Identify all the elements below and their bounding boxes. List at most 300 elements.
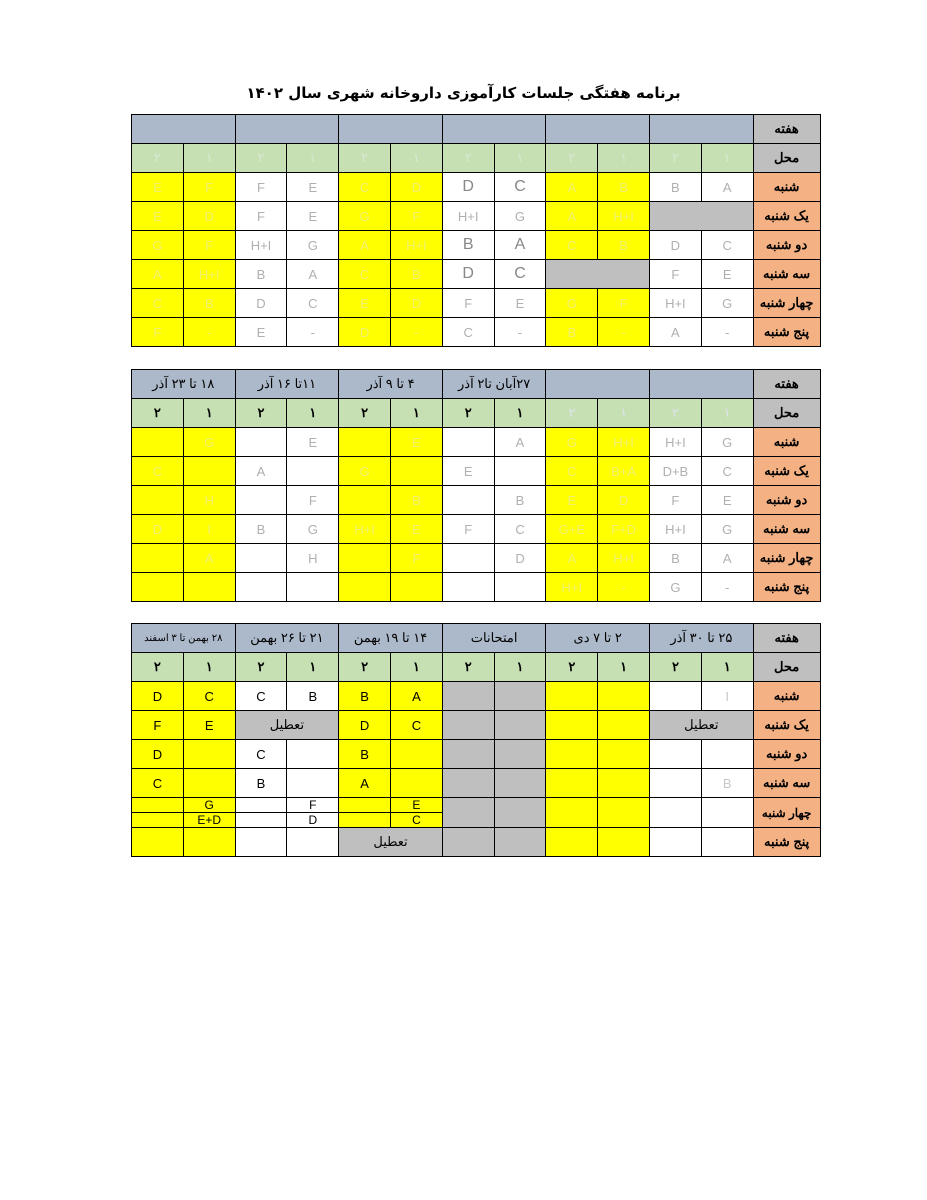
schedule-cell: G [546,428,598,457]
schedule-cell: H+I [183,260,235,289]
schedule-cell: D [649,231,701,260]
schedule-cell: D [132,515,184,544]
place-cell: ۲ [442,144,494,173]
schedule-cell: B [235,769,287,798]
schedule-cell [442,486,494,515]
schedule-cell: - [183,318,235,347]
place-cell: ۲ [649,144,701,173]
schedule-cell: B [339,740,391,769]
week-header: هفته [753,370,820,399]
schedule-cell [546,740,598,769]
place-cell: ۲ [546,653,598,682]
schedule-cell: C [287,289,339,318]
schedule-cell [650,798,702,828]
place-cell: ۲ [650,399,702,428]
schedule-cell: E [546,486,598,515]
schedule-cell: C [494,173,546,202]
schedule-cell [598,798,650,828]
schedule-cell: - [701,573,753,602]
week-range [339,115,443,144]
holiday-cell: تعطیل [650,711,754,740]
schedule-cell [650,682,702,711]
schedule-cell: D [339,711,391,740]
schedule-cell: H+I [598,544,650,573]
schedule-cell [598,682,650,711]
schedule-cell: E [391,428,443,457]
day-label: یک شنبه [753,711,820,740]
week-range: ۱۴ تا ۱۹ بهمن [339,624,443,653]
place-row [132,399,821,428]
schedule-cell [132,798,184,813]
schedule-cell [339,486,391,515]
schedule-cell: A [494,231,546,260]
schedule-cell [442,544,494,573]
place-cell: ۱ [494,653,546,682]
schedule-cell [494,573,546,602]
schedule-cell: H+I [650,515,702,544]
schedule-cell: E+D [183,813,235,828]
week-range [442,115,546,144]
place-cell: ۲ [235,399,287,428]
day-row [132,486,821,515]
schedule-cell: E [391,798,443,813]
place-cell: ۲ [442,399,494,428]
place-cell: ۱ [701,399,753,428]
schedule-cell: B [650,544,702,573]
day-label: شنبه [753,173,820,202]
schedule-cell [132,813,184,828]
schedule-cell [494,457,546,486]
schedule-cell: D+B [650,457,702,486]
schedule-cell: G [339,202,391,231]
schedule-cell: F+D [598,515,650,544]
schedule-cell: C [235,740,287,769]
schedule-cell: B [235,515,287,544]
schedule-cell: B [183,289,235,318]
place-row [132,144,821,173]
schedule-cell: B [235,260,287,289]
place-cell: ۲ [339,399,391,428]
schedule-cell: C [701,231,753,260]
schedule-cell: E [287,173,339,202]
schedule-cell: D [183,202,235,231]
schedule-cell [649,202,753,231]
schedule-cell [650,740,702,769]
day-row [132,828,821,857]
schedule-cell: D [287,813,339,828]
place-cell: ۱ [390,144,442,173]
schedule-cell: A [132,260,184,289]
schedule-cell: E [132,202,184,231]
day-label: دو شنبه [753,486,820,515]
place-cell: ۱ [701,144,753,173]
day-label: چهار شنبه [753,289,820,318]
day-label: پنج شنبه [753,828,820,857]
day-row [132,260,821,289]
week-row [132,370,821,399]
schedule-cell [701,798,753,828]
schedule-cell [183,457,235,486]
schedule-cell: G [287,515,339,544]
schedule-cell: C [494,260,546,289]
place-header: محل [753,144,820,173]
place-cell: ۲ [132,399,184,428]
place-cell: ۱ [391,653,443,682]
schedule-cell: A [701,173,753,202]
schedule-cell: G [546,289,598,318]
day-label: چهار شنبه [753,544,820,573]
day-row [132,682,821,711]
day-label: یک شنبه [753,202,820,231]
schedule-cell: B [546,318,598,347]
schedule-cell: B [391,486,443,515]
schedule-cell [442,573,494,602]
schedule-cell: - [390,318,442,347]
schedule-cell: B [390,260,442,289]
day-row [132,318,821,347]
schedule-cell [235,428,287,457]
schedule-cell: F [598,289,650,318]
schedule-cell: B [339,682,391,711]
place-cell: ۱ [183,653,235,682]
schedule-cell: G+E [546,515,598,544]
schedule-cell [391,457,443,486]
schedule-cell [132,428,184,457]
schedule-cell: H [183,486,235,515]
week-range [649,115,753,144]
schedule-cell [546,682,598,711]
schedule-cell: C [391,711,443,740]
place-cell: ۱ [287,399,339,428]
schedule-cell [598,711,650,740]
day-row [132,515,821,544]
schedule-cell [391,769,443,798]
schedule-cell [132,573,184,602]
schedule-cell: C [132,289,184,318]
place-cell: ۲ [339,653,391,682]
schedule-cell: E [132,173,184,202]
schedule-cell: - [287,318,339,347]
day-row [132,428,821,457]
schedule-cell: E [391,515,443,544]
schedule-cell: E [701,486,753,515]
schedule-cell [235,544,287,573]
day-label: پنج شنبه [753,318,820,347]
schedule-cell [546,798,598,828]
schedule-cell: H+I [650,428,702,457]
schedule-cell [235,573,287,602]
schedule-cell: C [235,682,287,711]
schedule-cell: H+I [546,573,598,602]
schedule-cell [183,573,235,602]
place-cell: ۱ [287,653,339,682]
schedule-cell: F [391,544,443,573]
schedule-cell: H [287,544,339,573]
schedule-cell: C [442,318,494,347]
day-row [132,769,821,798]
schedule-cell [339,573,391,602]
schedule-cell: - [598,318,650,347]
week-header: هفته [753,115,820,144]
day-row [132,573,821,602]
week-range [235,115,339,144]
day-label: چهار شنبه [753,798,820,828]
schedule-cell: - [494,318,546,347]
place-cell: ۲ [235,653,287,682]
week-range: ۲ تا ۷ دی [546,624,650,653]
day-label: پنج شنبه [753,573,820,602]
day-row [132,289,821,318]
week-range [546,370,650,399]
schedule-cell: F [650,486,702,515]
schedule-cell: B+A [598,457,650,486]
schedule-cell: G [183,428,235,457]
schedule-cell: H+I [390,231,442,260]
schedule-cell [546,769,598,798]
day-row [132,173,821,202]
place-cell: ۱ [494,399,546,428]
schedule-cell: D [442,260,494,289]
place-cell: ۱ [183,399,235,428]
schedule-cell [442,740,494,769]
schedule-cell [546,711,598,740]
schedule-cell: D [442,173,494,202]
week-range [546,115,650,144]
schedule-cell [598,769,650,798]
day-label: سه شنبه [753,260,820,289]
day-row [132,202,821,231]
schedule-cell [598,740,650,769]
schedule-cell: F [183,231,235,260]
schedule-cell [546,828,598,857]
schedule-cell: F [235,173,287,202]
schedule-cell: G [287,231,339,260]
day-row [132,740,821,769]
schedule-cell [339,813,391,828]
schedule-cell: A [235,457,287,486]
schedule-cell: B [649,173,701,202]
schedule-cell: F [442,289,494,318]
schedule-cell: C [339,260,391,289]
schedule-cell [339,798,391,813]
schedule-cell: A [183,544,235,573]
schedule-table-1 [131,114,821,347]
holiday-cell: تعطیل [339,828,443,857]
place-cell: ۱ [183,144,235,173]
schedule-cell: A [649,318,701,347]
schedule-cell [235,486,287,515]
schedule-cell: E [287,202,339,231]
schedule-cell [132,544,184,573]
schedule-cell [442,798,494,828]
schedule-cell [287,573,339,602]
schedule-cell: D [390,289,442,318]
schedule-cell: D [235,289,287,318]
schedule-cell: F [287,798,339,813]
place-cell: ۲ [132,653,184,682]
schedule-cell: H+I [598,202,650,231]
schedule-cell: C [546,457,598,486]
schedule-cell: A [546,173,598,202]
holiday-cell: تعطیل [235,711,339,740]
schedule-cell: C [391,813,443,828]
place-cell: ۱ [391,399,443,428]
day-label: سه شنبه [753,769,820,798]
place-cell: ۱ [287,144,339,173]
place-cell: ۱ [598,144,650,173]
day-row [132,231,821,260]
week-row [132,115,821,144]
schedule-cell: D [598,486,650,515]
schedule-cell: H+I [649,289,701,318]
schedule-cell: - [701,318,753,347]
schedule-cell: H+I [598,428,650,457]
schedule-cell [287,740,339,769]
schedule-cell: I [701,682,753,711]
schedule-cell [650,769,702,798]
schedule-cell: H+I [442,202,494,231]
schedule-cell [494,711,546,740]
schedule-cell: H+I [235,231,287,260]
schedule-cell [339,544,391,573]
week-range: ۲۷آبان تا۲ آذر [442,370,546,399]
schedule-cell: A [339,231,391,260]
schedule-cell [442,682,494,711]
schedule-cell [183,740,235,769]
schedule-cell: A [494,428,546,457]
week-range: ۲۵ تا ۳۰ آذر [650,624,754,653]
place-cell: ۲ [339,144,391,173]
day-label: شنبه [753,682,820,711]
schedule-cell: F [235,202,287,231]
schedule-cell: B [494,486,546,515]
place-header: محل [753,653,820,682]
schedule-cell: G [183,798,235,813]
schedule-cell [391,573,443,602]
schedule-cell [132,486,184,515]
place-cell: ۲ [235,144,287,173]
schedule-cell [442,828,494,857]
schedule-cell [391,740,443,769]
place-cell: ۲ [650,653,702,682]
schedule-cell: E [183,711,235,740]
week-row [132,624,821,653]
schedule-table-3 [131,623,821,857]
schedule-cell: G [701,289,753,318]
schedule-cell: F [390,202,442,231]
place-cell: ۲ [546,144,598,173]
schedule-cell: C [132,457,184,486]
schedule-cell: A [339,769,391,798]
schedule-cell [339,428,391,457]
schedule-cell [701,740,753,769]
schedule-cell: A [546,202,598,231]
schedule-cell: E [235,318,287,347]
schedule-table-2 [131,369,821,602]
schedule-cell: E [494,289,546,318]
schedule-cell: G [701,515,753,544]
schedule-cell [546,260,650,289]
schedule-cell: D [390,173,442,202]
schedule-cell: G [701,428,753,457]
place-cell: ۱ [598,653,650,682]
schedule-cell: F [183,173,235,202]
schedule-cell: G [132,231,184,260]
schedule-cell: B [701,769,753,798]
schedule-cell: G [650,573,702,602]
schedule-cell: D [132,682,184,711]
day-row [132,798,821,813]
schedule-cell: F [132,711,184,740]
schedule-cell: C [546,231,598,260]
day-row [132,457,821,486]
schedule-cell: B [442,231,494,260]
week-range: ۲۱ تا ۲۶ بهمن [235,624,339,653]
schedule-cell [287,828,339,857]
place-row [132,653,821,682]
schedule-cell [132,828,184,857]
day-label: یک شنبه [753,457,820,486]
place-cell: ۱ [494,144,546,173]
schedule-cell [287,769,339,798]
week-range: امتحانات [442,624,546,653]
schedule-cell [183,769,235,798]
schedule-cell: D [494,544,546,573]
week-range: ۲۸ بهمن تا ۳ اسفند [132,624,236,653]
schedule-cell: B [598,231,650,260]
schedule-cell [494,740,546,769]
schedule-cell: F [287,486,339,515]
schedule-cell [494,798,546,828]
schedule-cell [287,457,339,486]
schedule-cell [442,428,494,457]
place-cell: ۲ [546,399,598,428]
week-range: ۱۸ تا ۲۳ آذر [132,370,236,399]
schedule-cell: E [339,289,391,318]
day-row [132,544,821,573]
schedule-cell [183,828,235,857]
place-cell: ۱ [598,399,650,428]
schedule-cell: D [339,318,391,347]
schedule-cell [494,682,546,711]
schedule-cell: I [183,515,235,544]
week-range [132,115,236,144]
schedule-cell: A [391,682,443,711]
schedule-cell: C [494,515,546,544]
schedule-cell: G [494,202,546,231]
page-title: برنامه هفتگی جلسات کارآموزی داروخانه شهری سال ۱۴۰۲ [246,84,681,102]
schedule-cell: E [701,260,753,289]
schedule-cell [442,711,494,740]
week-range [650,370,754,399]
schedule-cell: E [442,457,494,486]
schedule-cell [701,828,753,857]
schedule-cell [494,828,546,857]
place-header: محل [753,399,820,428]
schedule-cell: C [183,682,235,711]
schedule-cell: E [287,428,339,457]
schedule-cell: B [598,173,650,202]
week-header: هفته [753,624,820,653]
schedule-cell: D [132,740,184,769]
schedule-cell: C [701,457,753,486]
day-label: شنبه [753,428,820,457]
schedule-cell [598,828,650,857]
day-label: سه شنبه [753,515,820,544]
place-cell: ۱ [701,653,753,682]
schedule-cell: A [546,544,598,573]
schedule-cell [442,769,494,798]
